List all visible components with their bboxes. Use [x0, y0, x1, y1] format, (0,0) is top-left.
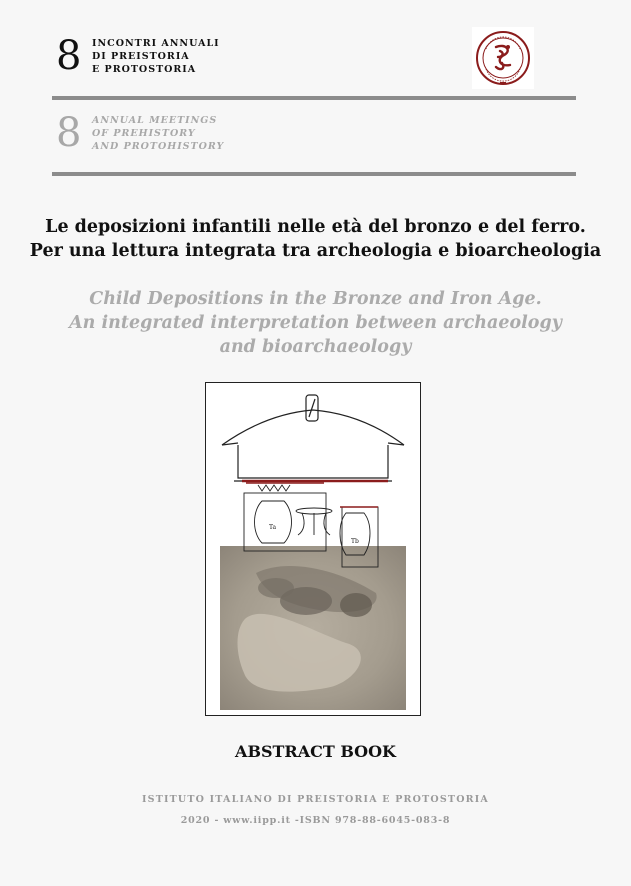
- title-english: [20, 287, 611, 359]
- header-divider: [52, 96, 576, 100]
- isbn-line: 2020 - www.iipp.it -ISBN 978-88-6045-083-8: [180, 815, 451, 826]
- title-italian: [20, 215, 611, 263]
- series-line: AND PROTOHISTORY: [92, 140, 225, 152]
- title-line: Per una lettura integrata tra archeologia e bioarcheologia: [29, 241, 602, 261]
- series-title: [92, 114, 224, 153]
- series-line: DI PREISTORIA: [92, 50, 190, 62]
- series-heading-english: [56, 110, 225, 156]
- series-line: E PROTOSTORIA: [92, 63, 197, 75]
- header-divider: [52, 172, 576, 176]
- jar-label: Ta: [269, 524, 277, 531]
- publisher-name: ISTITUTO ITALIANO DI PREISTORIA E PROTOSTORIA: [141, 794, 489, 805]
- title-line: and bioarchaeology: [219, 337, 412, 357]
- title-line: Le deposizioni infantili nelle età del bronzo e del ferro.: [45, 217, 586, 237]
- title-line: Child Depositions in the Bronze and Iron Age.: [89, 289, 542, 309]
- series-number: 8: [56, 110, 82, 156]
- hut-drawing: [222, 395, 404, 481]
- title-line: An integrated interpretation between archaeology: [69, 313, 562, 333]
- jar-label: Tb: [351, 538, 359, 545]
- cover-illustration: [205, 382, 421, 716]
- series-number: 8: [56, 33, 82, 79]
- abstract-book-label: ABSTRACT BOOK: [235, 742, 396, 761]
- series-heading-italian: [56, 33, 220, 79]
- institute-seal-icon: [472, 27, 534, 89]
- series-title: [92, 37, 220, 76]
- series-line: INCONTRI ANNUALI: [92, 37, 220, 49]
- series-line: OF PREHISTORY: [92, 127, 196, 139]
- series-line: ANNUAL MEETINGS: [92, 114, 218, 126]
